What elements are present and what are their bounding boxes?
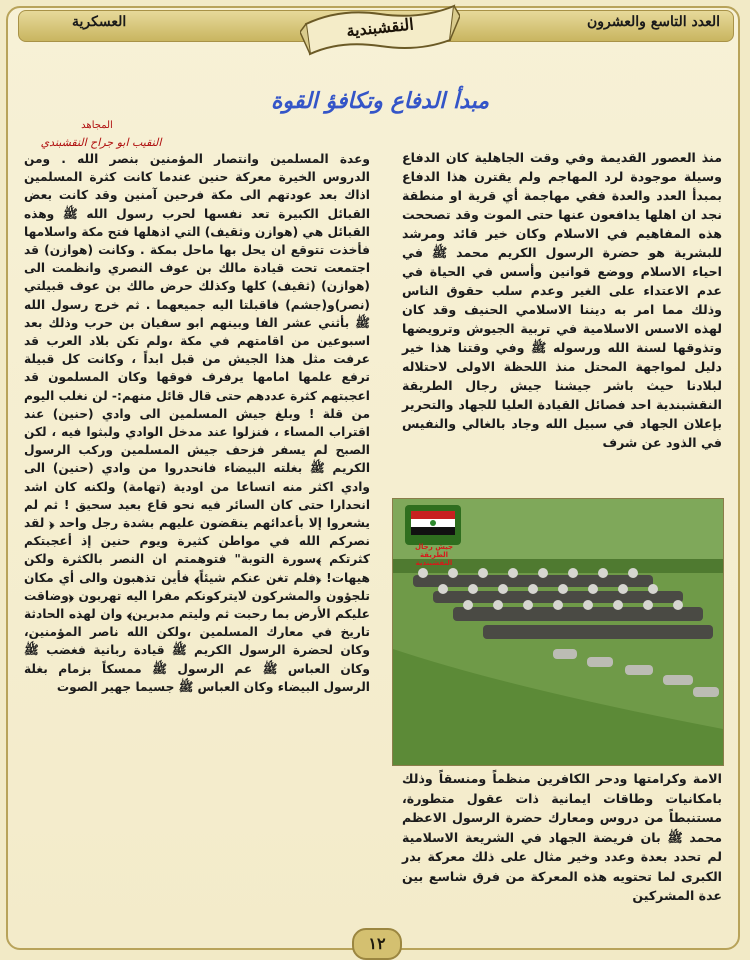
article-column-right-bottom [402,769,722,906]
banner-title: النقشبندية [345,14,415,41]
article-column-left [24,150,370,696]
page-number: ١٢ [352,928,402,960]
section-label: العسكرية [72,14,127,30]
training-photo [392,498,724,766]
author-name: النقيب ابو جراح النقشبندي [40,136,162,149]
article-column-right-top [402,148,722,452]
paragraph-right-bottom: الامة وكرامتها ودحر الكافرين منظماً ومنسقاً وذلك بامكانيات وطاقات ايمانية ذات عقول متطورة، مستنبطاً من دروس ومعارك حضرة الرسول الاعظم محمد ﷺ بان فريضة الجهاد في الشريعة الاسلامية لم تحدد بعدة وعدد وخير مثال على ذلك معركة بدر الكبرى لما تحتويه هذه المعركة من فرق شاسع بين عدة المشركين [402,771,722,903]
logo-caption: جيش رجال الطريقة النقشبندية [414,543,453,567]
issue-label: العدد التاسع والعشرون [587,14,720,30]
author-title: المجاهد [81,120,113,131]
paragraph-left: وعدة المسلمين وانتصار المؤمنين بنصر الله . ومن الدروس الخيرة معركة حنين عندما كانت كثرة المسلمين اذاك بعد عودتهم الى مكة فرحين آمنين وقد كانت بعض القبائل الكبيرة تعد نفسها لحرب رسول الله ﷺ وهذه القبائل هي (هوازن وثقيف) التي اذهلها فتح مكة واسلامها فأخذت تتوقع ان يحل بها ماحل بمكة . وكانت (هوازن) قد اجتمعت تحت قيادة مالك بن عوف النصري وانظمت الى (هوازن) (ثقيف) كلها وكذلك حرض مالك بن عوف قبيلتي (نصر)و(جشم) فاقبلتا اليه جميعهما . ثم خرج رسول الله ﷺ بأثني عشر الفا وبينهم ابو سفيان بن حرب وذلك بعد اسبوعين من اقامتهم في مكة ،ولم تكن بلاد العرب قد عرفت مثل هذا الجيش من قبل ابداً ، وكانت كل قبيلة ترفع علمها امامها يرفرف فوقها وكان المسلمون قد اعجبتهم كثرة عددهم حتى قال قائل منهم:- لن نغلب اليوم من قلة ! وبلغ جيش المسلمين الى وادي (حنين) عند اقتراب المساء ، فنزلوا عند مدخل الوادي ولبثوا فيه ، لكن الصبح لم يسفر فزحف جيش المسلمين وركب الرسول الكريم ﷺ بغلته البيضاء فانحدروا من وادي (حنين) الى وادي اكثر منه اتساعا من اودية (تهامة) ولكنه كان اشد انحدارا حتى كان السائر فيه نحو قاع بعيد سحيق ! ثم لم يشعروا إلا بأعدائهم ينقضون عليهم بشدة رجل واحد ﴿ لقد نصركم الله في مواطن كثيرة ويوم حنين إذ أعجبتكم كثرتكم ﴾سورة التوبة" فتوهمتم ان النصر بالكثرة ولكن هيهات! ﴿فلم تغن عنكم شيئاً﴾ فأين تذهبون والى أي مكان تلجؤون والمشركون لايتركونكم مفرا اليه تهربون ﴿وضاقت عليكم الأرض بما رحبت ثم وليتم مدبرين﴾ وان لهذه الحادثة تاريخ في معارك المسلمين ،ولكن الله ناصر المؤمنين، وكان لحضرة الرسول الكريم ﷺ قيادة ربانية فغضب ﷺ وكان العباس ﷺ عم الرسول ﷺ ممسكاً بزمام بغلة الرسول البيضاء وكان العباس ﷺ جسيما جهير الصوت [24,152,370,694]
organization-logo [405,505,461,545]
paragraph-right-top: منذ العصور القديمة وفي وقت الجاهلية كان الدفاع وسيلة موجودة لرد المهاجم ولم يقترن هذا الدفاع بمبدأ العدد والعدة ففي مهاجمة أي قرية او منطقة نجد ان اهلها يدافعون عنها حتى الموت وقد تصححت هذه المفاهيم في الاسلام وكان خير قائد ومرشد للبشرية هو حضرة الرسول الكريم محمد ﷺ في احياء الاسلام ووضع قوانين وأسس في الحياة في عدم الاعتداء على الغير وعدم سلب حقوق الناس وذلك مما امر به ديننا الاسلامي الحنيف وقد كان لهذه الاسس الاسلامية في تربية الجيوش وترويضها وتذوقها لسنة الله ورسوله ﷺ وفي وقتنا هذا خير دليل لمواجهة المحتل منذ اللحظة الاولى لاحتلاله لبلادنا حيث باشر جيشنا جيش رجال الطريقة النقشبندية احد فصائل القيادة العليا للجهاد والتحرير بإعلان الجهاد في سبيل الله وجاد بالغالي والنفيس في الذود عن شرف [402,150,722,450]
article-title: مبدأ الدفاع وتكافؤ القوة [270,88,490,114]
